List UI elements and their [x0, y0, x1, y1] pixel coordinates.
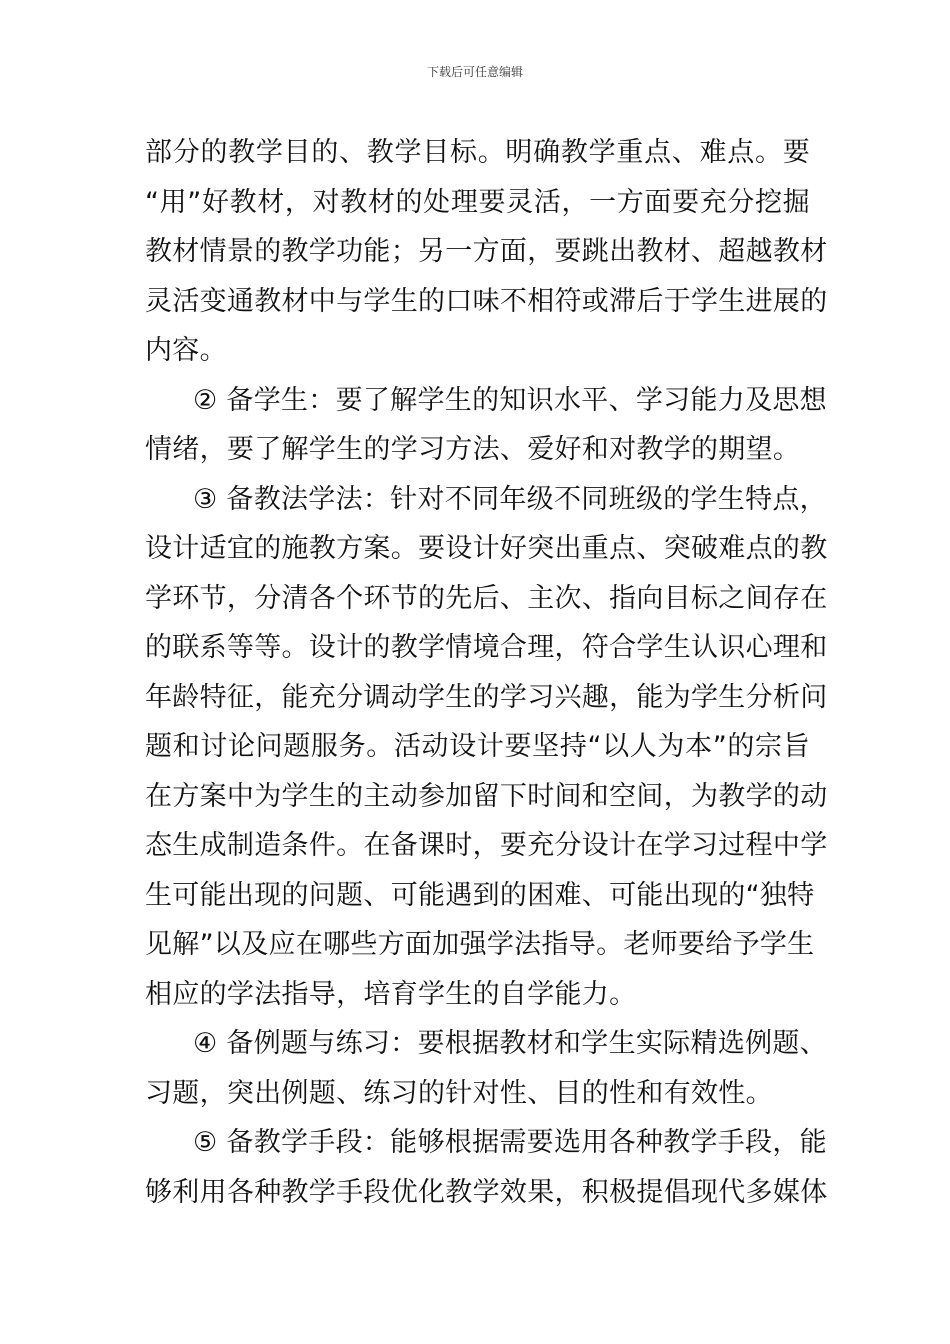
text-line: 学环节，分清各个环节的先后、主次、指向目标之间存在 [145, 582, 828, 614]
text-line: ② 备学生：要了解学生的知识水平、学习能力及思想 [193, 384, 827, 416]
text-line: ③ 备教法学法：针对不同年级不同班级的学生特点， [193, 483, 827, 515]
body-text [145, 128, 828, 1217]
text-line: ④ 备例题与练习：要根据教材和学生实际精选例题、 [193, 1028, 827, 1059]
text-line: 教材情景的教学功能；另一方面，要跳出教材、超越教材 [145, 236, 828, 267]
text-line: 年龄特征，能充分调动学生的学习兴趣，能为学生分析问 [145, 681, 828, 713]
page-header: 下载后可任意编辑 [426, 65, 523, 79]
text-line: 的联系等等。设计的教学情境合理，符合学生认识心理和 [145, 632, 828, 663]
text-line: 设计适宜的施教方案。要设计好突出重点、突破难点的教 [145, 533, 828, 564]
text-line: 题和讨论问题服务。活动设计要坚持“以人为本”的宗旨 [145, 731, 810, 762]
text-line: 见解”以及应在哪些方面加强学法指导。老师要给予学生 [145, 929, 815, 960]
text-line: 情绪，要了解学生的学习方法、爱好和对教学的期望。 [145, 434, 801, 465]
text-line: 相应的学法指导，培育学生的自学能力。 [145, 978, 637, 1010]
text-line: ⑤ 备教学手段：能够根据需要选用各种教学手段，能 [193, 1127, 827, 1158]
text-line: 习题，突出例题、练习的针对性、目的性和有效性。 [145, 1077, 773, 1109]
text-line: 生可能出现的问题、可能遇到的困难、可能出现的“独特 [145, 879, 815, 911]
text-line: 在方案中为学生的主动参加留下时间和空间，为教学的动 [145, 780, 828, 812]
text-line: 够利用各种教学手段优化教学效果，积极提倡现代多媒体 [145, 1176, 828, 1208]
text-line: 灵活变通教材中与学生的口味不相符或滞后于学生进展的 [145, 285, 828, 317]
text-line: 部分的教学目的、教学目标。明确教学重点、难点。要 [145, 137, 810, 168]
text-line: “用”好教材，对教材的处理要灵活，一方面要充分挖掘 [145, 186, 810, 218]
text-line: 内容。 [145, 335, 227, 366]
text-line: 态生成制造条件。在备课时，要充分设计在学习过程中学 [145, 830, 828, 861]
